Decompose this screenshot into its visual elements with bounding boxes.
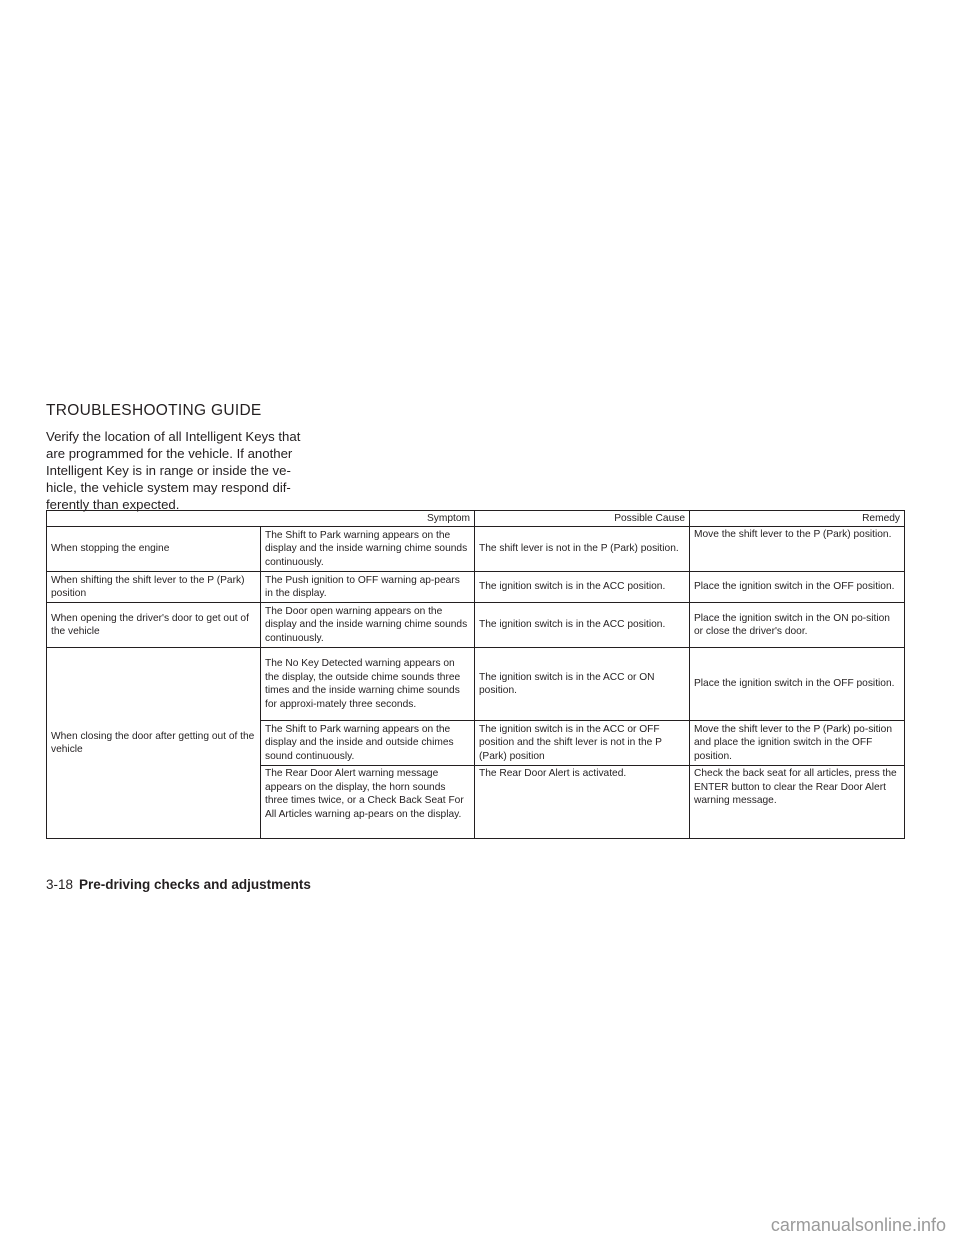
cause-cell: The ignition switch is in the ACC or OFF position and the shift lever is not in the P (Park) position xyxy=(475,721,690,766)
troubleshooting-table xyxy=(46,510,905,839)
cause-cell: The ignition switch is in the ACC or ON position. xyxy=(475,648,690,721)
intro-line: Verify the location of all Intelligent Keys that xyxy=(46,429,301,444)
watermark: carmanualsonline.info xyxy=(770,1215,946,1235)
intro-line: ferently than expected. xyxy=(46,497,180,512)
situation-cell: When shifting the shift lever to the P (Park) position xyxy=(47,572,261,603)
header-possible-cause: Possible Cause xyxy=(475,511,690,527)
cause-cell: The shift lever is not in the P (Park) position. xyxy=(475,527,690,572)
remedy-cell: Place the ignition switch in the ON po-sition or close the driver's door. xyxy=(690,603,905,648)
table-row xyxy=(47,572,905,603)
section-title: TROUBLESHOOTING GUIDE xyxy=(46,402,262,419)
intro-line: Intelligent Key is in range or inside the ve- xyxy=(46,463,291,478)
cause-cell: The Rear Door Alert is activated. xyxy=(475,766,690,839)
cause-cell: The ignition switch is in the ACC position. xyxy=(475,572,690,603)
remedy-cell: Place the ignition switch in the OFF position. xyxy=(690,572,905,603)
page-number: 3-18 xyxy=(46,877,74,892)
table-row xyxy=(47,648,905,721)
symptom-cell: The No Key Detected warning appears on the display, the outside chime sounds three times and the inside warning chime sounds for approxi-mately three seconds. xyxy=(261,648,475,721)
header-symptom: Symptom xyxy=(47,511,475,527)
intro-paragraph xyxy=(46,428,324,513)
remedy-cell: Check the back seat for all articles, press the ENTER button to clear the Rear Door Alert warning message. xyxy=(690,766,905,839)
remedy-cell: Move the shift lever to the P (Park) po-sition and place the ignition switch in the OFF position. xyxy=(690,721,905,766)
remedy-cell: Move the shift lever to the P (Park) position. xyxy=(690,527,905,572)
situation-cell: When stopping the engine xyxy=(47,527,261,572)
table-header-row xyxy=(47,511,905,527)
symptom-cell: The Push ignition to OFF warning ap-pears in the display. xyxy=(261,572,475,603)
symptom-cell: The Shift to Park warning appears on the display and the inside and outside chimes sound continuously. xyxy=(261,721,475,766)
symptom-cell: The Door open warning appears on the display and the inside warning chime sounds continuously. xyxy=(261,603,475,648)
chapter-title: Pre-driving checks and adjustments xyxy=(79,877,311,892)
page-footer xyxy=(46,877,311,892)
intro-line: hicle, the vehicle system may respond dif- xyxy=(46,480,291,495)
symptom-cell: The Shift to Park warning appears on the display and the inside warning chime sounds continuously. xyxy=(261,527,475,572)
situation-cell: When opening the driver's door to get out of the vehicle xyxy=(47,603,261,648)
situation-cell: When closing the door after getting out of the vehicle xyxy=(47,648,261,839)
table-row xyxy=(47,603,905,648)
header-remedy: Remedy xyxy=(690,511,905,527)
cause-cell: The ignition switch is in the ACC position. xyxy=(475,603,690,648)
symptom-cell: The Rear Door Alert warning message appears on the display, the horn sounds three times twice, or a Check Back Seat For All Articles warning ap-pears on the display. xyxy=(261,766,475,839)
remedy-cell: Place the ignition switch in the OFF position. xyxy=(690,648,905,721)
intro-line: are programmed for the vehicle. If another xyxy=(46,446,293,461)
table-row xyxy=(47,527,905,572)
